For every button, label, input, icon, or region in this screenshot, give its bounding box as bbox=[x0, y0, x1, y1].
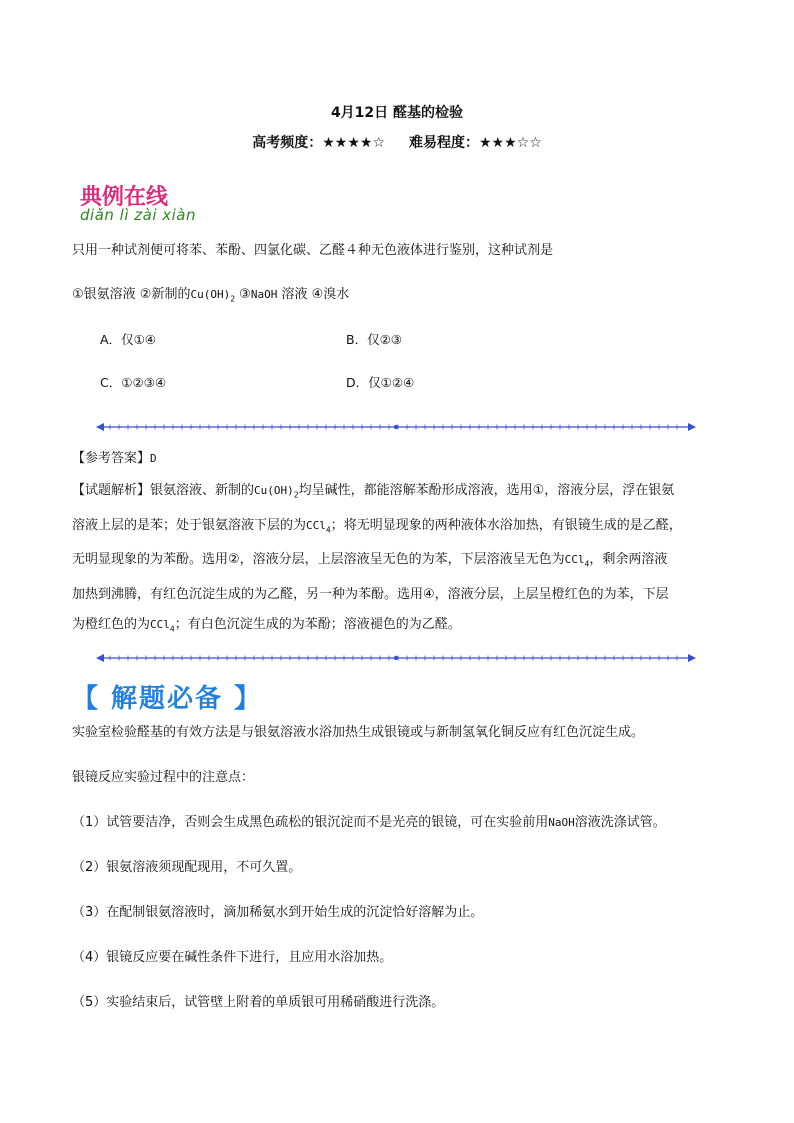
answer-value: D bbox=[150, 452, 157, 465]
divider-line-icon bbox=[96, 652, 696, 664]
analysis-line-3 bbox=[72, 545, 722, 580]
difficulty-stars: ★★★☆☆ bbox=[479, 135, 542, 151]
section-divider-1 bbox=[96, 421, 696, 433]
analysis-block bbox=[72, 476, 722, 644]
section-banner: 【 解题必备 】 bbox=[72, 684, 263, 714]
analysis-text: ；将无明显现象的两种液体水浴加热，有银镜生成的是乙醛， bbox=[330, 517, 682, 533]
reagent-formula-sub: 2 bbox=[230, 294, 236, 304]
question-stem: 只用一种试剂便可将苯、苯酚、四氯化碳、乙醛４种无色液体进行鉴别，这种试剂是 bbox=[72, 243, 554, 258]
formula-cuoh: Cu(OH) bbox=[254, 484, 294, 497]
page-title: 4月12日 醛基的检验 bbox=[330, 105, 464, 121]
analysis-line-2 bbox=[72, 511, 722, 546]
note-5: （5）实验结束后，试管壁上附着的单质银可用稀硝酸进行洗涤。 bbox=[72, 995, 445, 1010]
note-text: （1）试管要洁净，否则会生成黑色疏松的银沉淀而不是光亮的银镜，可在实验前用 bbox=[72, 815, 549, 830]
analysis-text: ，剩余两溶液 bbox=[589, 552, 668, 568]
logo-pinyin: diǎn lì zài xiàn bbox=[80, 206, 197, 224]
analysis-text: ；有白色沉淀生成的为苯酚；溶液褪色的为乙醛。 bbox=[174, 616, 461, 632]
section-intro: 实验室检验醛基的有效方法是与银氨溶液水浴加热生成银镜或与新制氢氧化铜反应有红色沉淀生成。 bbox=[72, 725, 645, 740]
reagent-text-3: 溶液 ④溴水 bbox=[277, 287, 350, 302]
option-text: ①②③④ bbox=[121, 375, 167, 390]
note-1 bbox=[72, 810, 722, 836]
analysis-text: 溶液上层的是苯；处于银氨溶液下层的为 bbox=[72, 517, 307, 533]
logo-chinese: 典例在线 bbox=[80, 185, 169, 210]
formula-ccl4: CCl bbox=[150, 617, 170, 631]
analysis-line-4: 加热到沸腾，有红色沉淀生成的为乙醛，另一种为苯酚。选用④，溶液分层，上层呈橙红色的为苯，下层 bbox=[72, 586, 669, 602]
answer-label: 【参考答案】 bbox=[72, 451, 151, 466]
reagent-formula-cuoh: Cu(OH) bbox=[190, 288, 231, 301]
option-letter: B． bbox=[346, 332, 368, 347]
option-text: 仅①④ bbox=[121, 332, 156, 347]
frequency-label: 高考频度： bbox=[252, 135, 323, 151]
difficulty-label: 难易程度： bbox=[409, 135, 479, 151]
reagent-list bbox=[72, 282, 722, 313]
formula-sub: 4 bbox=[584, 559, 590, 569]
formula-ccl4: CCl bbox=[306, 518, 326, 532]
analysis-text: 为橙红色的为 bbox=[72, 616, 151, 632]
analysis-text: 银氨溶液、新制的 bbox=[150, 483, 255, 498]
reagent-text-1: ①银氨溶液 ②新制的 bbox=[72, 287, 191, 302]
analysis-text: 无明显现象的为苯酚。选用②，溶液分层，上层溶液呈无色的为苯，下层溶液呈无色为 bbox=[72, 552, 565, 568]
note-2: （2）银氨溶液须现配现用，不可久置。 bbox=[72, 860, 302, 875]
option-text: 仅①②④ bbox=[368, 375, 415, 390]
option-letter: A． bbox=[100, 332, 122, 347]
option-text: 仅②③ bbox=[367, 332, 402, 347]
divider-line-icon bbox=[96, 421, 696, 433]
section-divider-2 bbox=[96, 652, 696, 664]
option-b bbox=[346, 330, 402, 348]
reagent-formula-naoh: NaOH bbox=[250, 288, 278, 301]
formula-ccl4: CCl bbox=[564, 553, 585, 567]
analysis-line-1 bbox=[72, 476, 722, 511]
note-4: （4）银镜反应要在碱性条件下进行，且应用水浴加热。 bbox=[72, 950, 393, 965]
option-letter: C． bbox=[100, 375, 122, 390]
frequency-stars: ★★★★☆ bbox=[322, 135, 385, 151]
note-text: 溶液洗涤试管。 bbox=[574, 815, 666, 830]
formula-naoh: NaOH bbox=[548, 816, 575, 829]
option-a bbox=[100, 330, 156, 348]
formula-sub: 4 bbox=[169, 624, 175, 634]
option-letter: D． bbox=[346, 375, 369, 390]
analysis-text: 均呈碱性，都能溶解苯酚形成溶液，选用①，溶液分层，浮在银氨 bbox=[298, 483, 675, 498]
option-c bbox=[100, 373, 166, 391]
analysis-label: 【试题解析】 bbox=[72, 483, 151, 498]
difficulty-row bbox=[0, 132, 794, 152]
formula-sub: 4 bbox=[325, 525, 331, 535]
option-d bbox=[346, 373, 414, 391]
analysis-line-5 bbox=[72, 610, 722, 645]
reference-answer bbox=[72, 446, 722, 472]
notes-title: 银镜反应实验过程中的注意点： bbox=[72, 770, 255, 785]
reagent-text-2: ③ bbox=[235, 287, 251, 302]
note-3: （3）在配制银氨溶液时，滴加稀氨水到开始生成的沉淀恰好溶解为止。 bbox=[72, 905, 484, 920]
formula-sub: 2 bbox=[293, 490, 299, 500]
